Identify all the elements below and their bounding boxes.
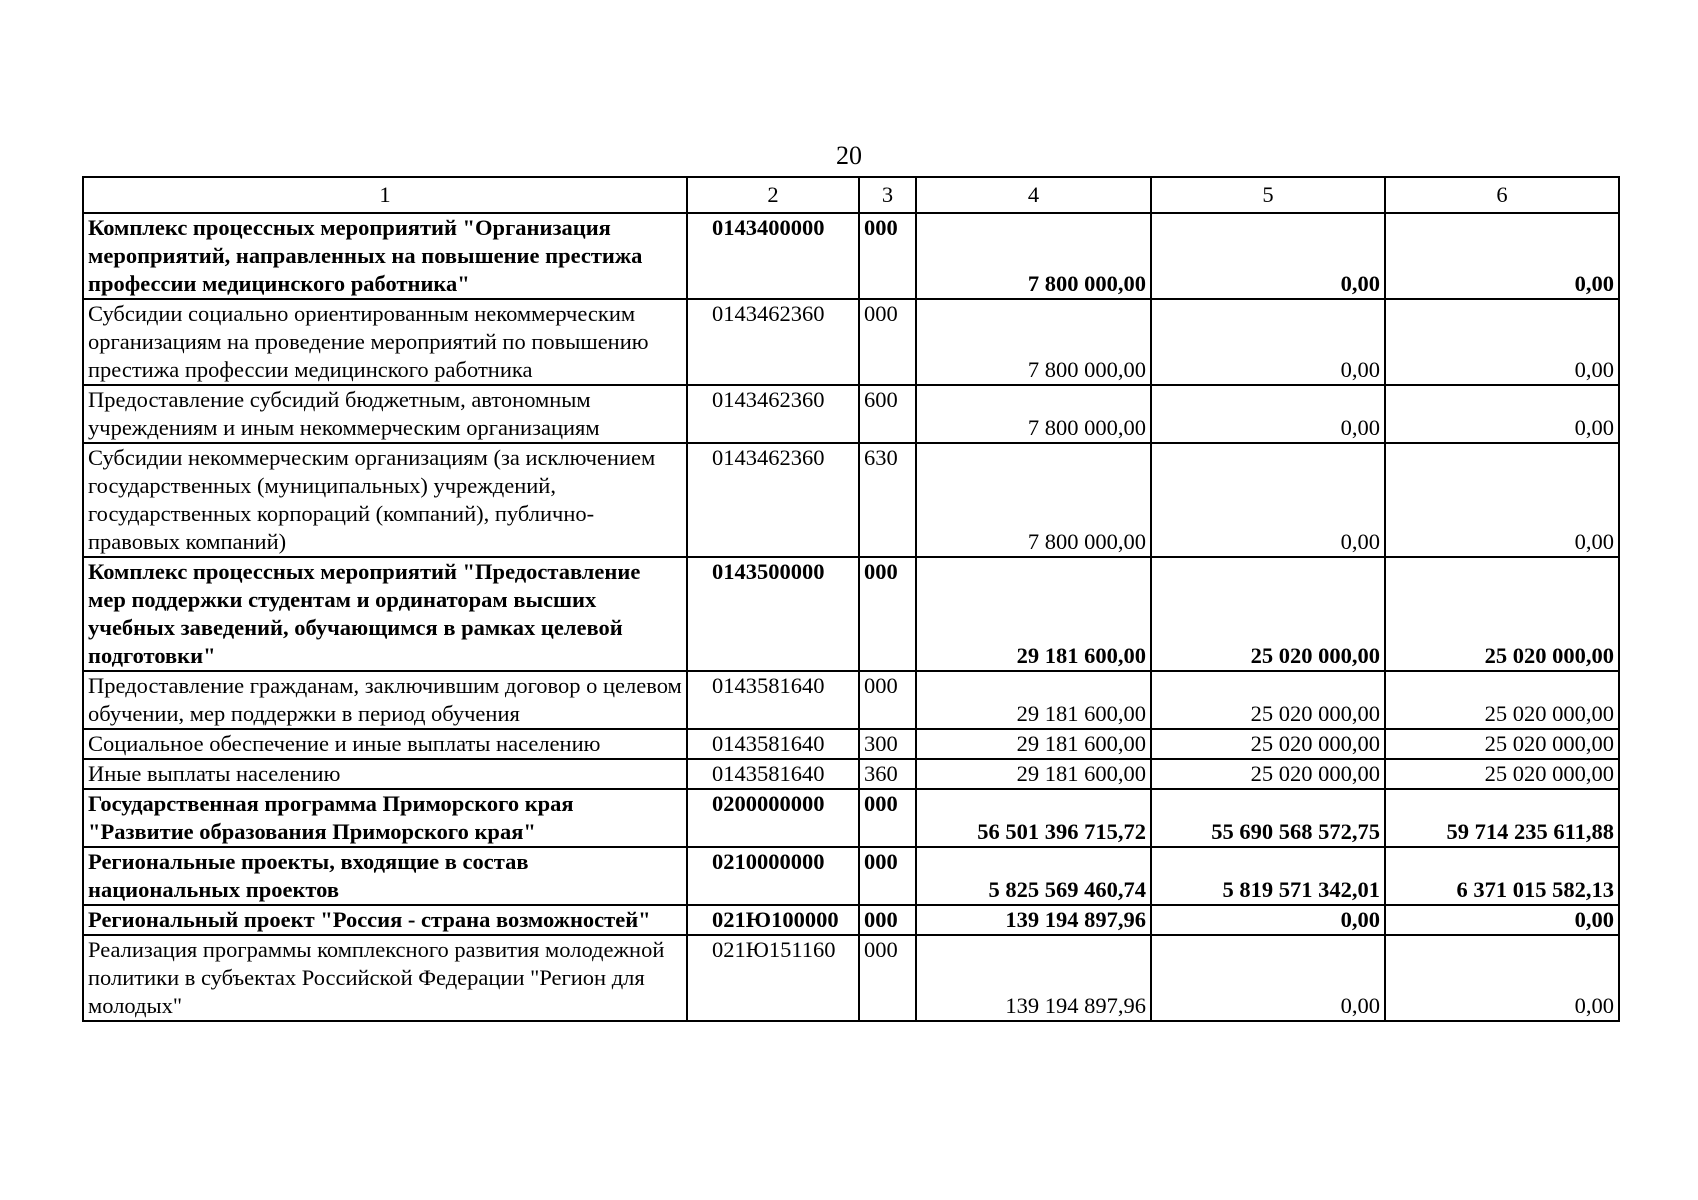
- row-name: Предоставление субсидий бюджетным, автономным учреждениям и иным некоммерческим организациям: [83, 385, 687, 443]
- header-row: [83, 177, 1619, 213]
- row-type: 300: [859, 729, 916, 759]
- row-value-3: 0,00: [1385, 213, 1619, 299]
- table-row: [83, 847, 1619, 905]
- row-value-2: 0,00: [1151, 385, 1385, 443]
- table-row: [83, 759, 1619, 789]
- budget-table: [82, 176, 1620, 1022]
- row-value-1: 29 181 600,00: [916, 759, 1151, 789]
- row-value-2: 25 020 000,00: [1151, 729, 1385, 759]
- row-value-1: 29 181 600,00: [916, 729, 1151, 759]
- row-value-3: 25 020 000,00: [1385, 557, 1619, 671]
- row-name: Субсидии некоммерческим организациям (за исключением государственных (муниципальных) учреждений, государственных корпораций (компаний), публично-правовых компаний): [83, 443, 687, 557]
- row-name: Комплекс процессных мероприятий "Организация мероприятий, направленных на повышение престижа профессии медицинского работника": [83, 213, 687, 299]
- row-name: Субсидии социально ориентированным некоммерческим организациям на проведение мероприятий по повышению престижа профессии медицинского работника: [83, 299, 687, 385]
- row-code: 0143462360: [687, 443, 859, 557]
- row-code: 0143581640: [687, 729, 859, 759]
- row-value-2: 25 020 000,00: [1151, 671, 1385, 729]
- row-value-3: 25 020 000,00: [1385, 759, 1619, 789]
- table-row: [83, 213, 1619, 299]
- row-type: 000: [859, 789, 916, 847]
- row-value-3: 6 371 015 582,13: [1385, 847, 1619, 905]
- row-value-2: 0,00: [1151, 905, 1385, 935]
- row-value-3: 59 714 235 611,88: [1385, 789, 1619, 847]
- row-value-2: 0,00: [1151, 935, 1385, 1021]
- table-row: [83, 671, 1619, 729]
- table-row: [83, 385, 1619, 443]
- row-value-2: 0,00: [1151, 443, 1385, 557]
- row-code: 0143581640: [687, 759, 859, 789]
- row-type: 000: [859, 671, 916, 729]
- table-row: [83, 557, 1619, 671]
- row-value-1: 7 800 000,00: [916, 443, 1151, 557]
- table-row: [83, 299, 1619, 385]
- row-value-1: 29 181 600,00: [916, 671, 1151, 729]
- table-row: [83, 905, 1619, 935]
- row-value-2: 5 819 571 342,01: [1151, 847, 1385, 905]
- row-value-3: 0,00: [1385, 385, 1619, 443]
- row-type: 000: [859, 213, 916, 299]
- row-value-3: 0,00: [1385, 443, 1619, 557]
- row-code: 0143500000: [687, 557, 859, 671]
- row-value-1: 7 800 000,00: [916, 385, 1151, 443]
- row-type: 000: [859, 299, 916, 385]
- row-value-1: 139 194 897,96: [916, 935, 1151, 1021]
- row-value-1: 56 501 396 715,72: [916, 789, 1151, 847]
- row-value-1: 5 825 569 460,74: [916, 847, 1151, 905]
- row-type: 600: [859, 385, 916, 443]
- row-code: 021Ю100000: [687, 905, 859, 935]
- row-value-1: 29 181 600,00: [916, 557, 1151, 671]
- page-number: 20: [836, 141, 862, 170]
- table-row: [83, 935, 1619, 1021]
- row-type: 000: [859, 905, 916, 935]
- column-header-3: 3: [859, 177, 916, 213]
- row-name: Предоставление гражданам, заключившим договор о целевом обучении, мер поддержки в период обучения: [83, 671, 687, 729]
- row-value-2: 25 020 000,00: [1151, 557, 1385, 671]
- row-type: 630: [859, 443, 916, 557]
- row-type: 000: [859, 557, 916, 671]
- row-name: Социальное обеспечение и иные выплаты населению: [83, 729, 687, 759]
- row-name: Иные выплаты населению: [83, 759, 687, 789]
- row-name: Реализация программы комплексного развития молодежной политики в субъектах Российской Федерации "Регион для молодых": [83, 935, 687, 1021]
- column-header-6: 6: [1385, 177, 1619, 213]
- table-row: [83, 789, 1619, 847]
- column-header-1: 1: [83, 177, 687, 213]
- row-value-1: 7 800 000,00: [916, 213, 1151, 299]
- row-code: 0143400000: [687, 213, 859, 299]
- table-row: [83, 729, 1619, 759]
- row-value-1: 7 800 000,00: [916, 299, 1151, 385]
- row-code: 0210000000: [687, 847, 859, 905]
- column-header-2: 2: [687, 177, 859, 213]
- row-name: Региональные проекты, входящие в состав национальных проектов: [83, 847, 687, 905]
- row-value-2: 55 690 568 572,75: [1151, 789, 1385, 847]
- row-name: Региональный проект "Россия - страна возможностей": [83, 905, 687, 935]
- column-header-5: 5: [1151, 177, 1385, 213]
- row-value-3: 0,00: [1385, 299, 1619, 385]
- row-code: 021Ю151160: [687, 935, 859, 1021]
- row-type: 360: [859, 759, 916, 789]
- row-value-3: 25 020 000,00: [1385, 671, 1619, 729]
- row-value-2: 0,00: [1151, 299, 1385, 385]
- row-value-3: 0,00: [1385, 905, 1619, 935]
- row-code: 0200000000: [687, 789, 859, 847]
- row-value-2: 25 020 000,00: [1151, 759, 1385, 789]
- row-code: 0143462360: [687, 299, 859, 385]
- column-header-4: 4: [916, 177, 1151, 213]
- row-value-1: 139 194 897,96: [916, 905, 1151, 935]
- row-value-2: 0,00: [1151, 213, 1385, 299]
- table-row: [83, 443, 1619, 557]
- row-type: 000: [859, 935, 916, 1021]
- row-value-3: 0,00: [1385, 935, 1619, 1021]
- row-name: Государственная программа Приморского края "Развитие образования Приморского края": [83, 789, 687, 847]
- row-code: 0143462360: [687, 385, 859, 443]
- row-type: 000: [859, 847, 916, 905]
- row-name: Комплекс процессных мероприятий "Предоставление мер поддержки студентам и ординаторам высших учебных заведений, обучающимся в рамках целевой подготовки": [83, 557, 687, 671]
- row-value-3: 25 020 000,00: [1385, 729, 1619, 759]
- row-code: 0143581640: [687, 671, 859, 729]
